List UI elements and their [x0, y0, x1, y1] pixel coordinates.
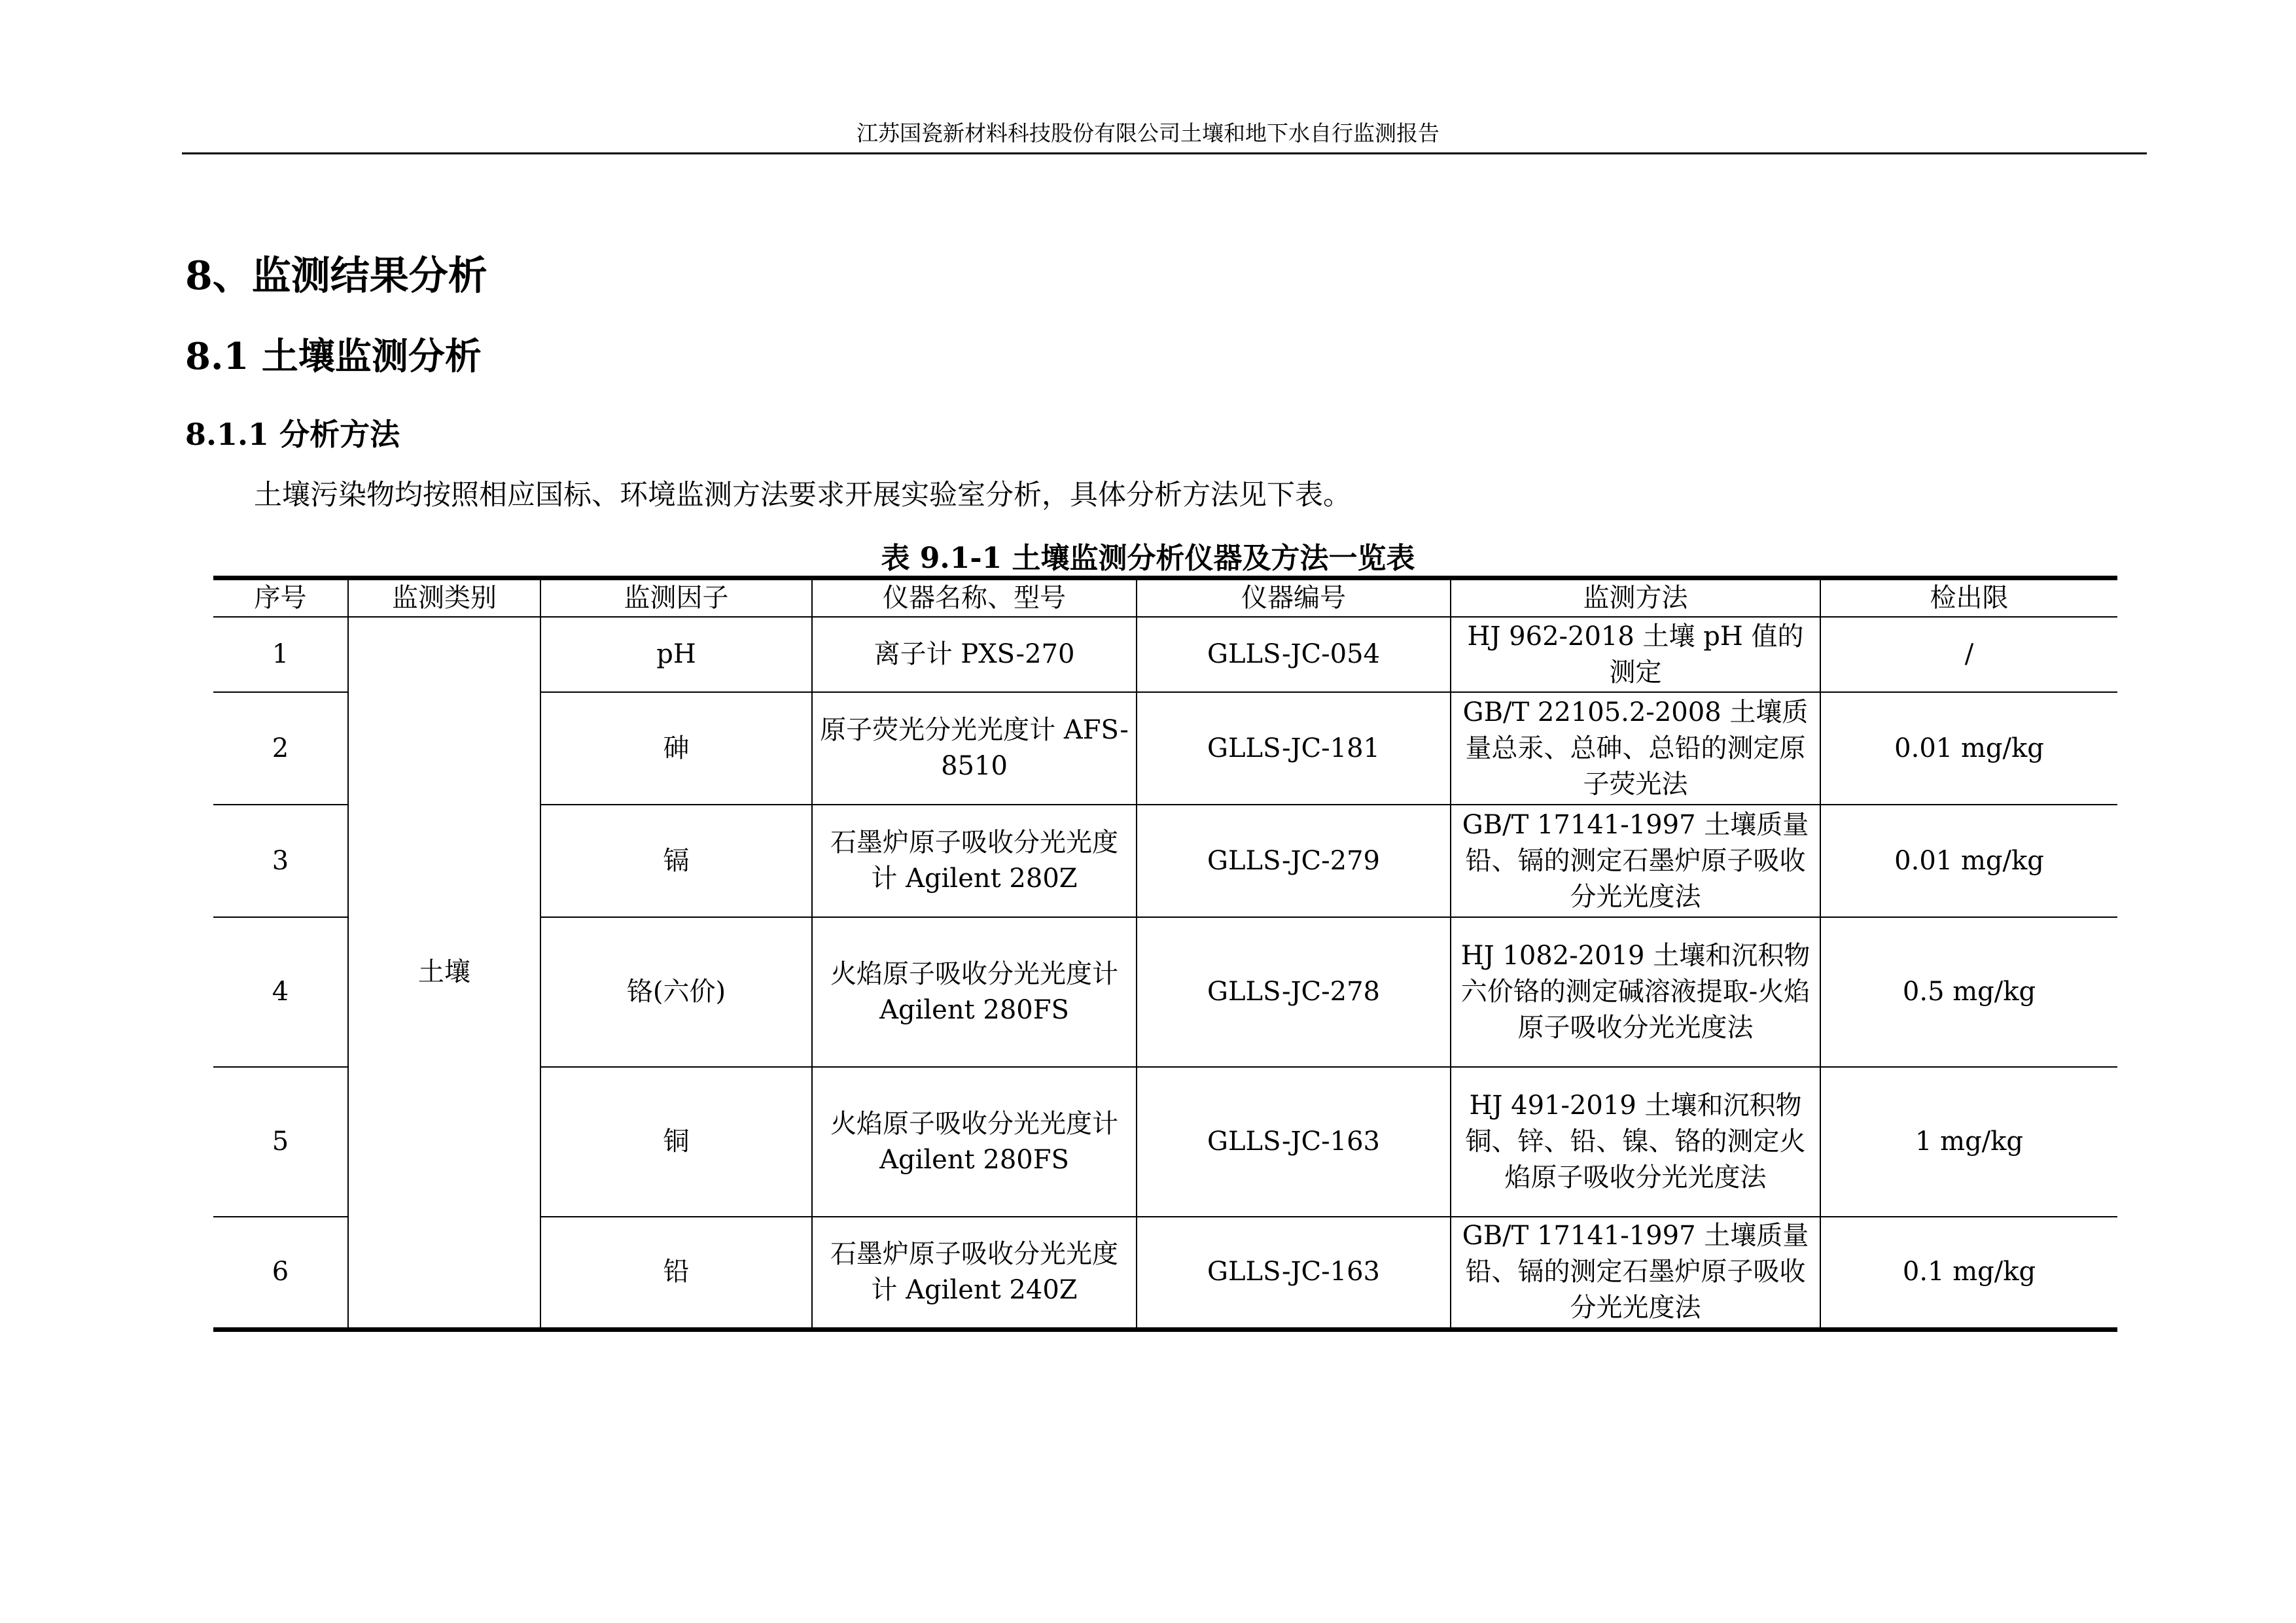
- cell-instrument-id: GLLS-JC-279: [1137, 805, 1451, 917]
- cell-instrument-id: GLLS-JC-181: [1137, 692, 1451, 805]
- cell-limit: 1 mg/kg: [1820, 1067, 2117, 1217]
- cell-instrument: 火焰原子吸收分光光度计 Agilent 280FS: [812, 917, 1137, 1067]
- cell-no: 2: [213, 692, 348, 805]
- header-rule: [182, 152, 2147, 154]
- cell-instrument: 石墨炉原子吸收分光光度计 Agilent 240Z: [812, 1217, 1137, 1329]
- cell-limit: 0.1 mg/kg: [1820, 1217, 2117, 1329]
- cell-limit: 0.01 mg/kg: [1820, 805, 2117, 917]
- table-row: [213, 617, 2117, 692]
- col-header-instrument-id: 仪器编号: [1137, 578, 1451, 618]
- cell-instrument: 离子计 PXS-270: [812, 617, 1137, 692]
- cell-instrument-id: GLLS-JC-054: [1137, 617, 1451, 692]
- col-header-no: 序号: [213, 578, 348, 618]
- cell-factor: 铬(六价): [540, 917, 812, 1067]
- cell-factor: 铜: [540, 1067, 812, 1217]
- cell-no: 5: [213, 1067, 348, 1217]
- table-caption: 表 9.1-1 土壤监测分析仪器及方法一览表: [881, 542, 1415, 575]
- cell-no: 3: [213, 805, 348, 917]
- cell-method: HJ 1082-2019 土壤和沉积物六价铬的测定碱溶液提取-火焰原子吸收分光光度法: [1451, 917, 1820, 1067]
- cell-no: 6: [213, 1217, 348, 1329]
- intro-paragraph: 土壤污染物均按照相应国标、环境监测方法要求开展实验室分析，具体分析方法见下表。: [254, 479, 1351, 512]
- cell-method: HJ 491-2019 土壤和沉积物铜、锌、铅、镍、铬的测定火焰原子吸收分光光度法: [1451, 1067, 1820, 1217]
- cell-no: 4: [213, 917, 348, 1067]
- cell-instrument: 石墨炉原子吸收分光光度计 Agilent 280Z: [812, 805, 1137, 917]
- cell-instrument: 原子荧光分光光度计 AFS-8510: [812, 692, 1137, 805]
- cell-no: 1: [213, 617, 348, 692]
- subsubsection-heading: 8.1.1 分析方法: [185, 417, 400, 452]
- cell-instrument-id: GLLS-JC-163: [1137, 1217, 1451, 1329]
- cell-limit: 0.5 mg/kg: [1820, 917, 2117, 1067]
- cell-limit: 0.01 mg/kg: [1820, 692, 2117, 805]
- col-header-category: 监测类别: [348, 578, 540, 618]
- running-header: 江苏国瓷新材料科技股份有限公司土壤和地下水自行监测报告: [857, 120, 1439, 146]
- cell-instrument-id: GLLS-JC-278: [1137, 917, 1451, 1067]
- cell-instrument: 火焰原子吸收分光光度计 Agilent 280FS: [812, 1067, 1137, 1217]
- cell-limit: /: [1820, 617, 2117, 692]
- cell-method: GB/T 22105.2-2008 土壤质量总汞、总砷、总铅的测定原子荧光法: [1451, 692, 1820, 805]
- col-header-instrument: 仪器名称、型号: [812, 578, 1137, 618]
- cell-factor: pH: [540, 617, 812, 692]
- cell-instrument-id: GLLS-JC-163: [1137, 1067, 1451, 1217]
- cell-method: HJ 962-2018 土壤 pH 值的测定: [1451, 617, 1820, 692]
- cell-factor: 砷: [540, 692, 812, 805]
- cell-category: 土壤: [348, 617, 540, 1329]
- cell-factor: 镉: [540, 805, 812, 917]
- cell-method: GB/T 17141-1997 土壤质量铅、镉的测定石墨炉原子吸收分光光度法: [1451, 1217, 1820, 1329]
- subsection-heading: 8.1 土壤监测分析: [185, 335, 482, 378]
- section-heading: 8、监测结果分析: [185, 253, 487, 299]
- table-header-row: [213, 578, 2117, 618]
- col-header-limit: 检出限: [1820, 578, 2117, 618]
- cell-method: GB/T 17141-1997 土壤质量铅、镉的测定石墨炉原子吸收分光光度法: [1451, 805, 1820, 917]
- analysis-methods-table: [213, 576, 2117, 1332]
- col-header-method: 监测方法: [1451, 578, 1820, 618]
- col-header-factor: 监测因子: [540, 578, 812, 618]
- cell-factor: 铅: [540, 1217, 812, 1329]
